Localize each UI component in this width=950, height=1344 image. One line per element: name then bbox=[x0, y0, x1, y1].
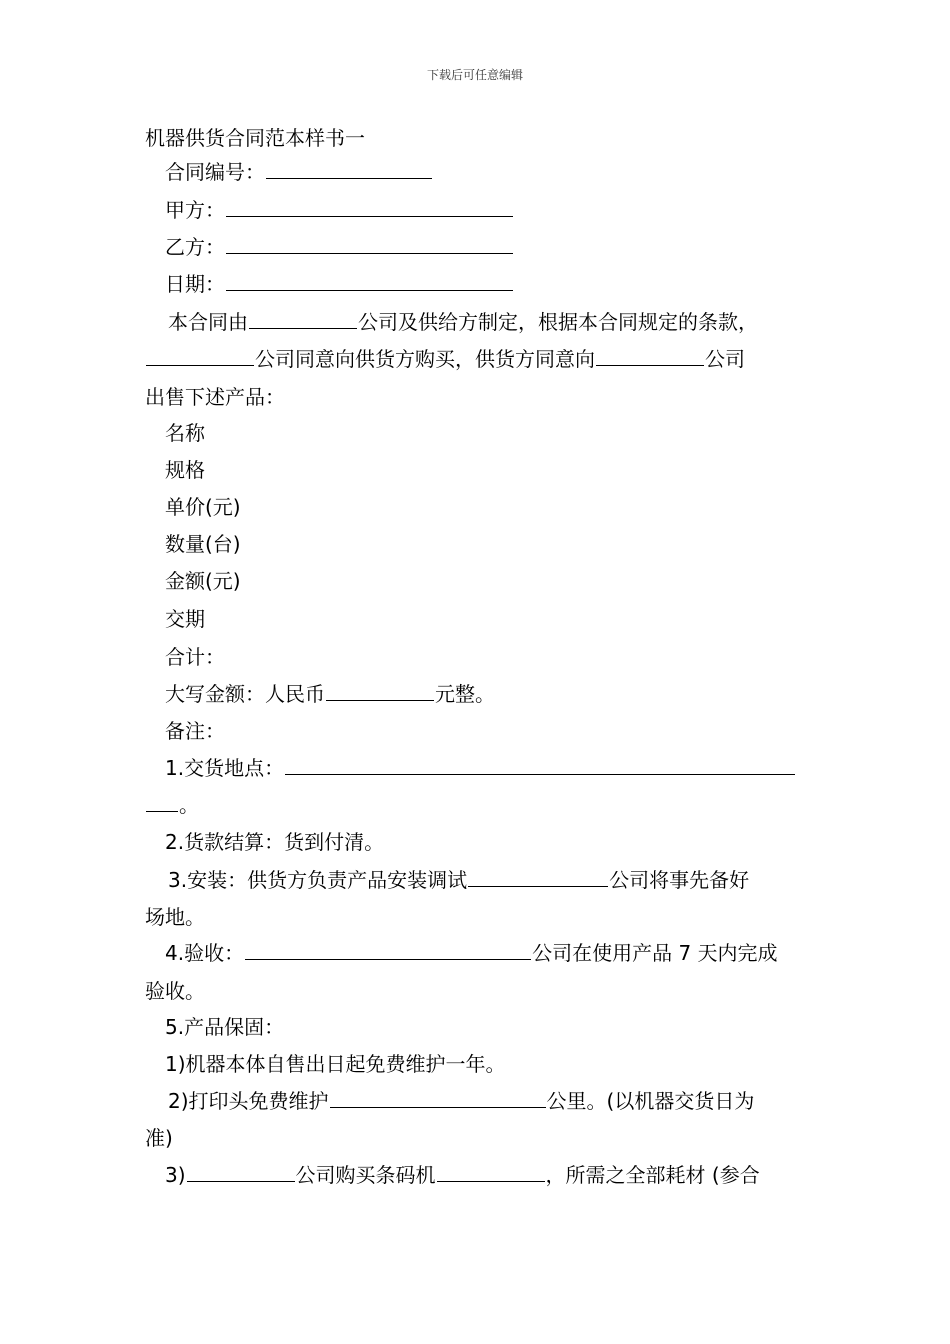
intro-text: 公司同意向供货方购买，供货方同意向 bbox=[255, 347, 595, 371]
term-1-label: 1.交货地点： bbox=[165, 756, 285, 780]
document-title: 机器供货合同范本样书一 bbox=[145, 126, 365, 150]
intro-line-1 bbox=[168, 309, 758, 335]
sub-term-3-text: 公司购买条码机 bbox=[295, 1163, 436, 1187]
party-b-blank[interactable] bbox=[226, 234, 513, 254]
party-a-label: 甲方： bbox=[165, 198, 225, 222]
amount-blank[interactable] bbox=[326, 681, 434, 701]
term-3-text: 3.安装：供货方负责产品安装调试 bbox=[168, 868, 468, 892]
term-1-continued bbox=[145, 792, 199, 818]
sub-term-2-text: 2)打印头免费维护 bbox=[168, 1089, 329, 1113]
intro-line-2 bbox=[145, 346, 745, 372]
intro-line-3: 出售下述产品： bbox=[145, 385, 285, 409]
delivery-place-blank[interactable] bbox=[285, 755, 795, 775]
term-4-continued: 验收。 bbox=[145, 979, 205, 1003]
buyer-company-blank[interactable] bbox=[596, 346, 704, 366]
acceptance-company-blank[interactable] bbox=[245, 940, 531, 960]
term-1-line bbox=[165, 755, 796, 781]
term-3-continued: 场地。 bbox=[145, 905, 205, 929]
sub-term-1-line: 1)机器本体自售出日起免费维护一年。 bbox=[165, 1052, 506, 1076]
sub-term-3-label: 3) bbox=[165, 1163, 186, 1187]
term-1-end: 。 bbox=[179, 793, 199, 817]
term-3-text: 公司将事先备好 bbox=[609, 868, 750, 892]
amount-label: 大写金额：人民币 bbox=[165, 682, 325, 706]
contract-number-blank[interactable] bbox=[266, 159, 432, 179]
intro-text: 本合同由 bbox=[168, 310, 248, 334]
purchaser-company-blank[interactable] bbox=[187, 1162, 295, 1182]
total-label: 合计： bbox=[165, 645, 225, 669]
sub-term-2-line bbox=[168, 1088, 754, 1114]
intro-text: 公司 bbox=[705, 347, 745, 371]
amount-suffix: 元整。 bbox=[435, 682, 495, 706]
term-4-label: 4.验收： bbox=[165, 941, 245, 965]
contract-number-line bbox=[165, 159, 433, 185]
sub-term-2-continued: 准) bbox=[145, 1126, 173, 1150]
buyer-company-blank[interactable] bbox=[249, 309, 357, 329]
term-5-line: 5.产品保固： bbox=[165, 1015, 285, 1039]
item-quantity: 数量(台) bbox=[165, 532, 241, 556]
item-unit-price: 单价(元) bbox=[165, 495, 241, 519]
item-amount: 金额(元) bbox=[165, 569, 241, 593]
buyer-company-blank[interactable] bbox=[146, 346, 254, 366]
date-blank[interactable] bbox=[226, 271, 513, 291]
sub-term-3-line bbox=[165, 1162, 760, 1188]
date-label: 日期： bbox=[165, 272, 225, 296]
term-3-line bbox=[168, 867, 749, 893]
item-delivery-period: 交期 bbox=[165, 607, 205, 631]
party-b-line bbox=[165, 234, 514, 260]
item-name: 名称 bbox=[165, 421, 205, 445]
installation-company-blank[interactable] bbox=[468, 867, 608, 887]
item-spec: 规格 bbox=[165, 458, 205, 482]
term-4-text: 公司在使用产品 7 天内完成 bbox=[532, 941, 778, 965]
barcode-machine-blank[interactable] bbox=[437, 1162, 545, 1182]
term-4-line bbox=[165, 940, 778, 966]
amount-in-words-line bbox=[165, 681, 495, 707]
contract-number-label: 合同编号： bbox=[165, 160, 265, 184]
sub-term-3-text: ，所需之全部耗材 (参合 bbox=[545, 1163, 760, 1187]
print-head-distance-blank[interactable] bbox=[330, 1088, 546, 1108]
party-b-label: 乙方： bbox=[165, 235, 225, 259]
party-a-line bbox=[165, 197, 514, 223]
sub-term-2-text: 公里。(以机器交货日为 bbox=[546, 1089, 755, 1113]
delivery-place-blank-cont[interactable] bbox=[146, 792, 178, 812]
term-2-line: 2.货款结算：货到付清。 bbox=[165, 830, 385, 854]
intro-text: 公司及供给方制定，根据本合同规定的条款， bbox=[358, 310, 758, 334]
page-header: 下载后可任意编辑 bbox=[426, 68, 523, 82]
remark-label: 备注： bbox=[165, 719, 225, 743]
date-line bbox=[165, 271, 514, 297]
party-a-blank[interactable] bbox=[226, 197, 513, 217]
